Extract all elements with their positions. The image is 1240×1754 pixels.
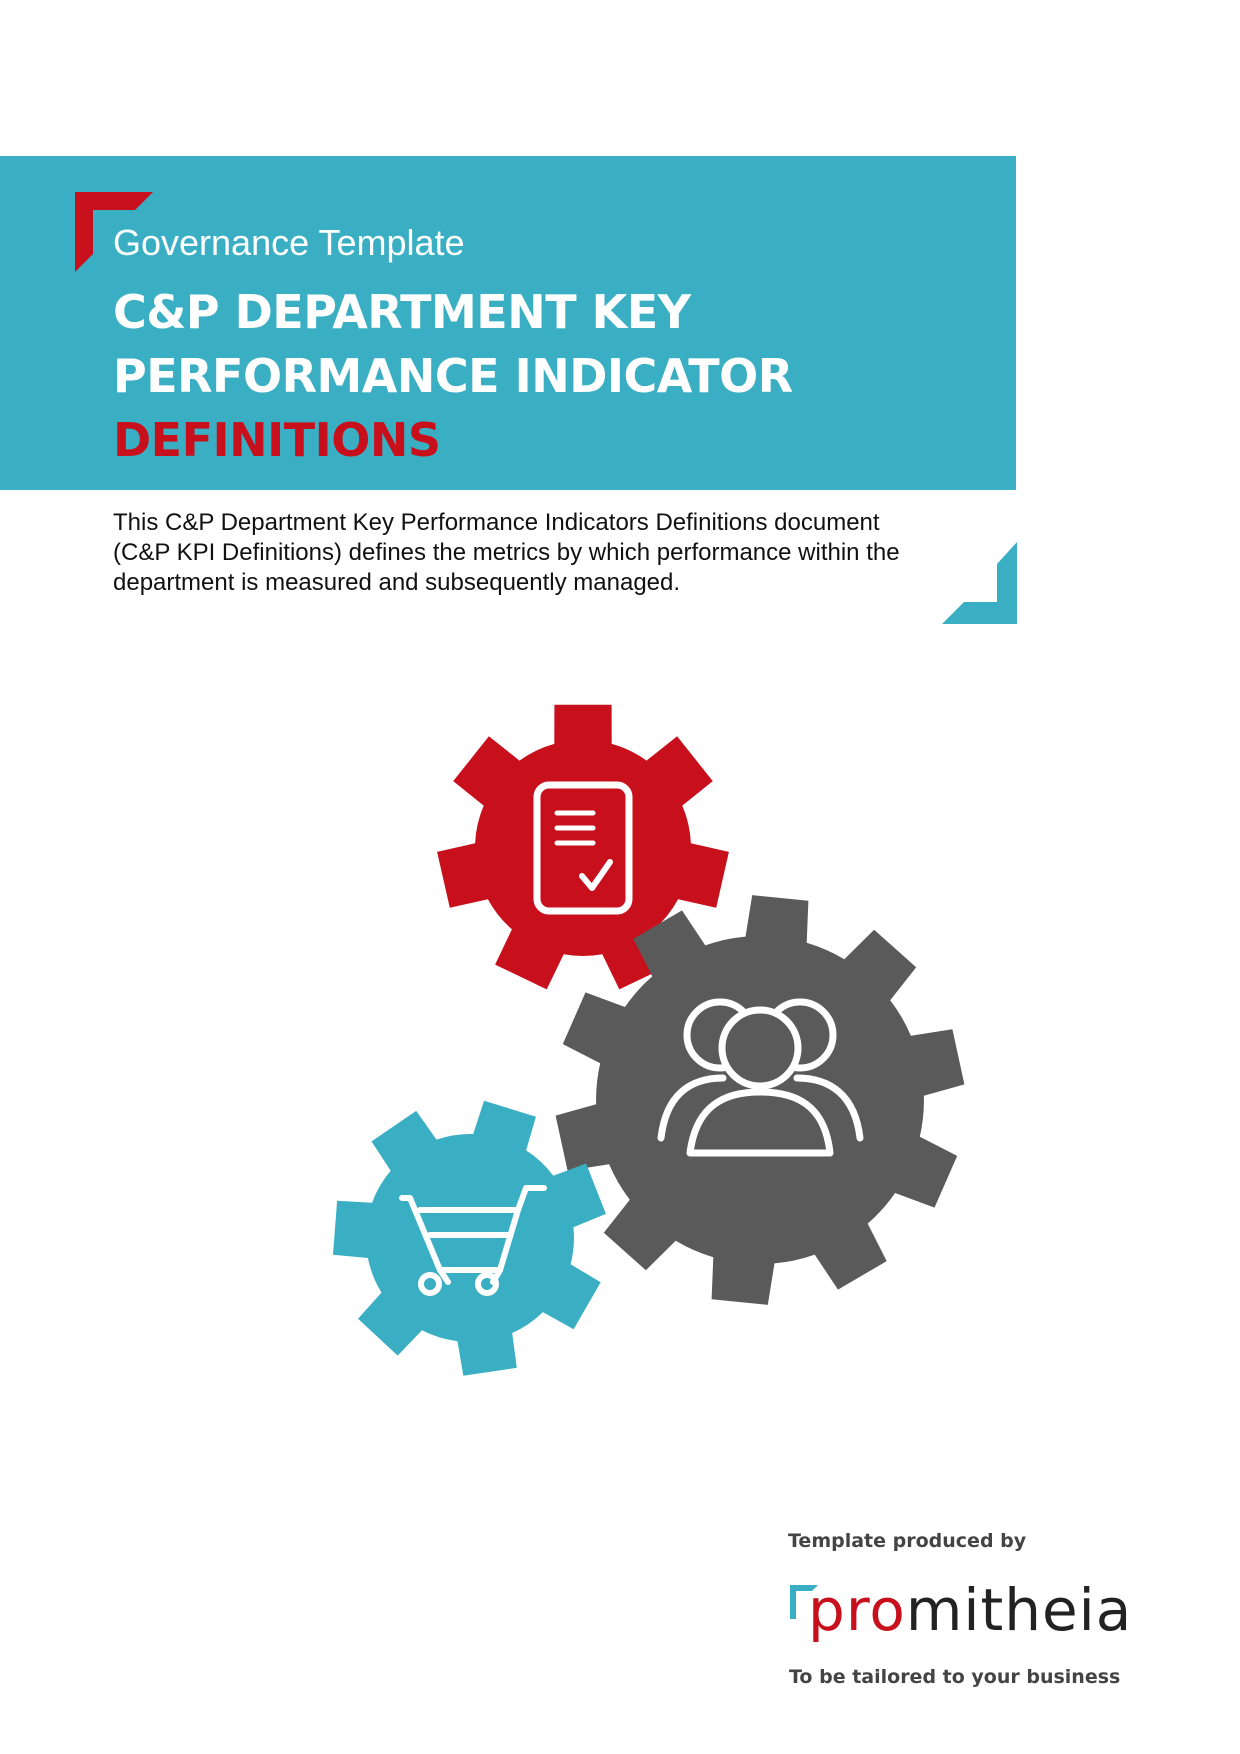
title-line-1: C&P DEPARTMENT KEY (113, 285, 691, 339)
tagline: To be tailored to your business (789, 1666, 1121, 1688)
logo-wordmark-rest: mitheia (905, 1576, 1133, 1644)
intro-paragraph: This C&P Department Key Performance Indicators Definitions document (C&P KPI Definitions) defines the metrics by which performance within the department is measured and subsequently managed. (113, 509, 900, 596)
produced-by-label: Template produced by (788, 1530, 1027, 1552)
logo-wordmark-accent: pro (808, 1576, 906, 1644)
page-title (113, 280, 793, 472)
title-line-2: PERFORMANCE INDICATOR (113, 349, 793, 403)
document-type-label: Governance Template (113, 222, 465, 263)
title-accent: DEFINITIONS (113, 413, 441, 467)
logo-wordmark (808, 1575, 1132, 1645)
teal-corner-accent-icon (942, 542, 1017, 624)
gears-illustration (330, 700, 980, 1380)
